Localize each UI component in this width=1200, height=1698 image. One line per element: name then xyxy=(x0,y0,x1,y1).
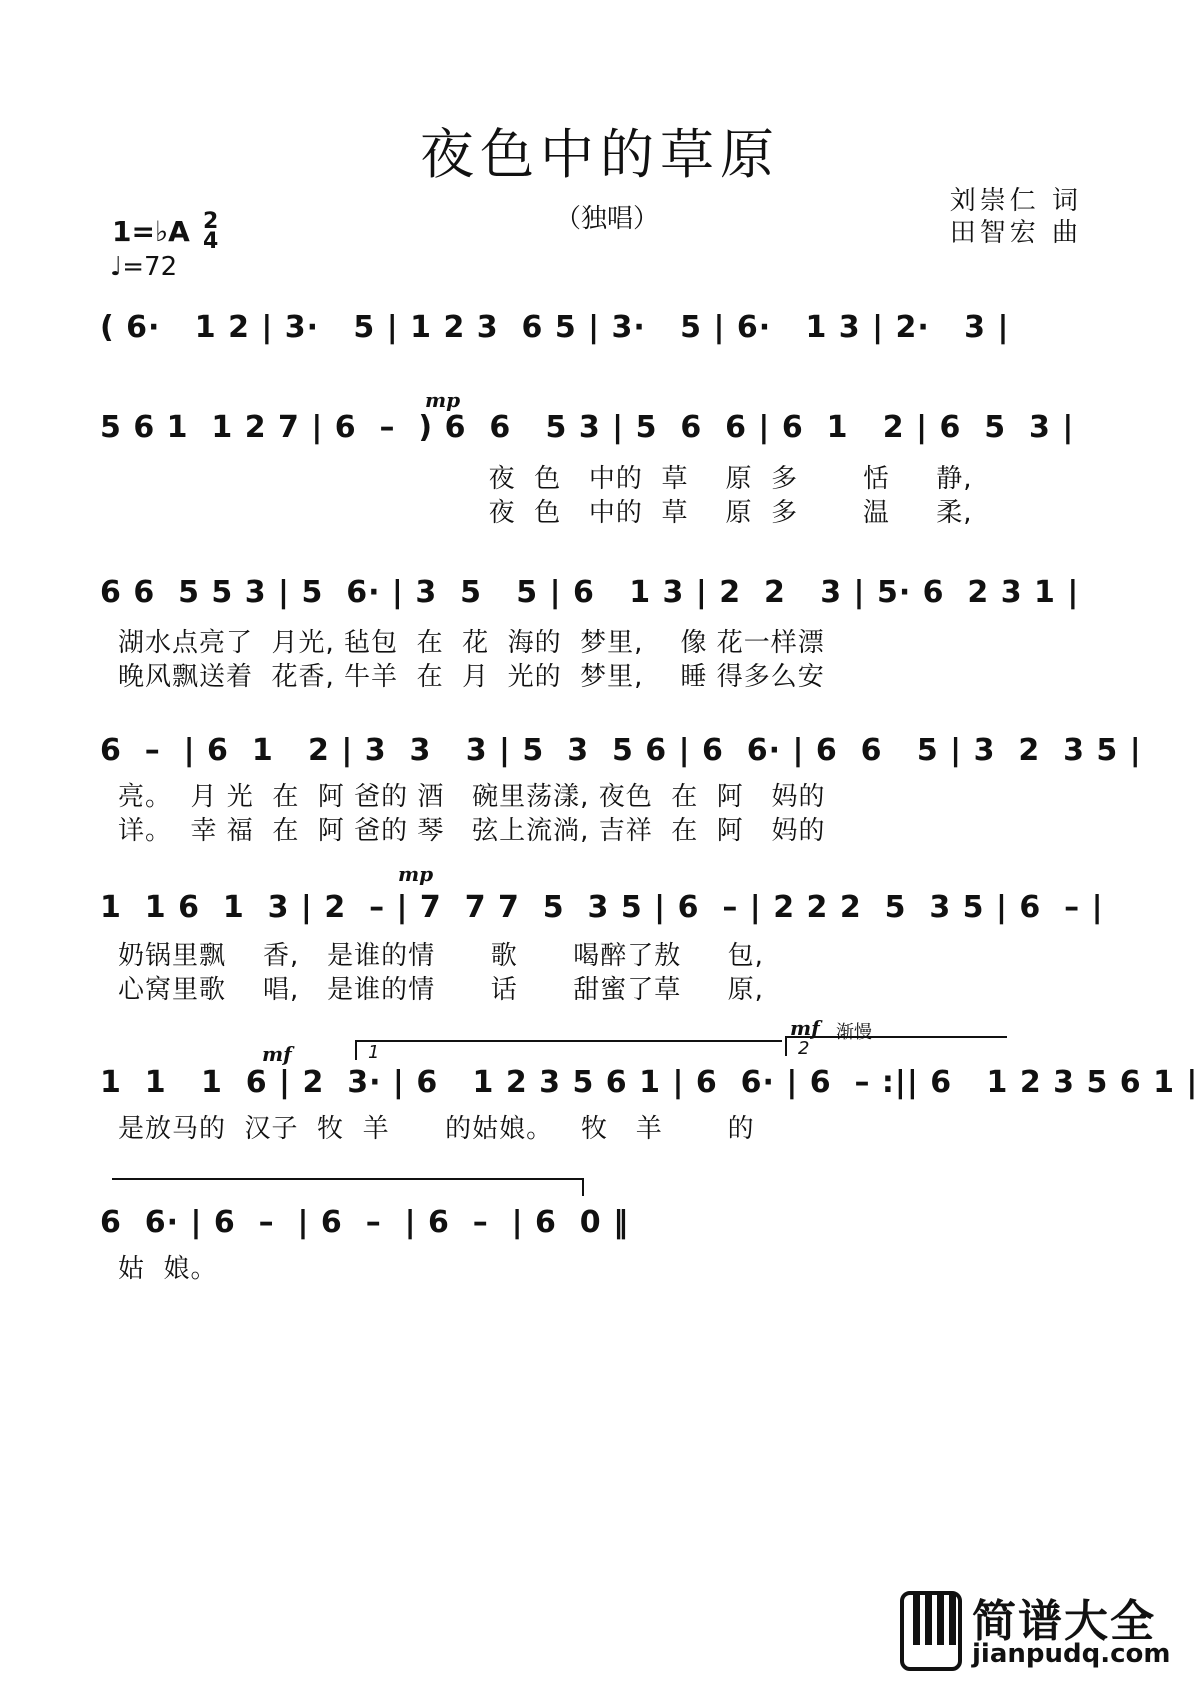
subtitle: （独唱） xyxy=(555,204,660,234)
tempo-marking: ♩=72 xyxy=(110,252,178,282)
notation-row-6: 1 1 1 6 | 2 3· | 6 1 2 3 5 6 1 | 6 6· | 6 – :|| 6 1 2 3 5 6 1 | xyxy=(100,1065,1199,1100)
notation-row-3: 6 6 5 5 3 | 5 6· | 3 5 5 | 6 1 3 | 2 2 3 | 5· 6 2 3 1 | xyxy=(100,575,1080,610)
dynamic-mf-2: mf xyxy=(790,1016,820,1040)
lyrics-row-4-verse-1: 亮。 月 光 在 阿 爸的 酒 碗里荡漾, 夜色 在 阿 妈的 xyxy=(118,782,826,812)
dynamic-mf-1: mf xyxy=(262,1042,292,1066)
notation-row-7: 6 6· | 6 – | 6 – | 6 – | 6 0 ‖ xyxy=(100,1205,630,1240)
lyrics-row-4-verse-2: 详。 幸 福 在 阿 爸的 琴 弦上流淌, 吉祥 在 阿 妈的 xyxy=(118,816,826,846)
lyrics-row-2-verse-2: 夜 色 中的 草 原 多 温 柔, xyxy=(118,498,973,528)
lyricist-credit: 刘崇仁 词 xyxy=(949,186,1082,216)
lyrics-row-7: 姑 娘。 xyxy=(118,1254,218,1284)
watermark-title: 简谱大全 xyxy=(972,1596,1156,1647)
second-ending-bracket xyxy=(785,1036,1007,1056)
page-title: 夜色中的草原 xyxy=(420,123,780,186)
lyrics-row-2-verse-1: 夜 色 中的 草 原 多 恬 静, xyxy=(118,464,973,494)
first-ending-bracket xyxy=(355,1040,782,1060)
time-signature-bottom: 4 xyxy=(203,229,219,254)
final-phrase-bracket xyxy=(112,1178,584,1196)
second-ending-label: 2 xyxy=(798,1038,810,1059)
lyrics-row-3-verse-1: 湖水点亮了 月光, 毡包 在 花 海的 梦里, 像 花一样漂 xyxy=(118,628,825,658)
piano-keys-icon xyxy=(900,1591,962,1671)
tempo-change-ritardando: 渐慢 xyxy=(836,1022,872,1043)
watermark-url: jianpudq.com xyxy=(972,1639,1171,1669)
watermark-logo xyxy=(900,1585,1180,1685)
composer-credit: 田智宏 曲 xyxy=(949,218,1082,248)
lyrics-row-5-verse-2: 心窝里歌 唱, 是谁的情 话 甜蜜了草 原, xyxy=(118,975,764,1005)
dynamic-mp-2: mp xyxy=(398,862,434,886)
key-signature: 1=♭A xyxy=(112,215,190,248)
time-signature xyxy=(203,209,219,254)
notation-row-4: 6 – | 6 1 2 | 3 3 3 | 5 3 5 6 | 6 6· | 6 6 5 | 3 2 3 5 | xyxy=(100,733,1142,768)
dynamic-mp-1: mp xyxy=(425,388,461,412)
lyrics-row-3-verse-2: 晚风飘送着 花香, 牛羊 在 月 光的 梦里, 睡 得多么安 xyxy=(118,662,825,692)
lyrics-row-5-verse-1: 奶锅里飘 香, 是谁的情 歌 喝醉了敖 包, xyxy=(118,941,764,971)
notation-row-1: ( 6· 1 2 | 3· 5 | 1 2 3 6 5 | 3· 5 | 6· 1 3 | 2· 3 | xyxy=(100,310,1010,345)
time-signature-top: 2 xyxy=(203,209,219,234)
notation-row-5: 1 1 6 1 3 | 2 – | 7 7 7 5 3 5 | 6 – | 2 2 2 5 3 5 | 6 – | xyxy=(100,890,1104,925)
first-ending-label: 1 xyxy=(368,1042,380,1063)
notation-row-2: 5 6 1 1 2 7 | 6 – ) 6 6 5 3 | 5 6 6 | 6 1 2 | 6 5 3 | xyxy=(100,410,1075,445)
lyrics-row-6: 是放马的 汉子 牧 羊 的姑娘。 牧 羊 的 xyxy=(118,1114,755,1144)
